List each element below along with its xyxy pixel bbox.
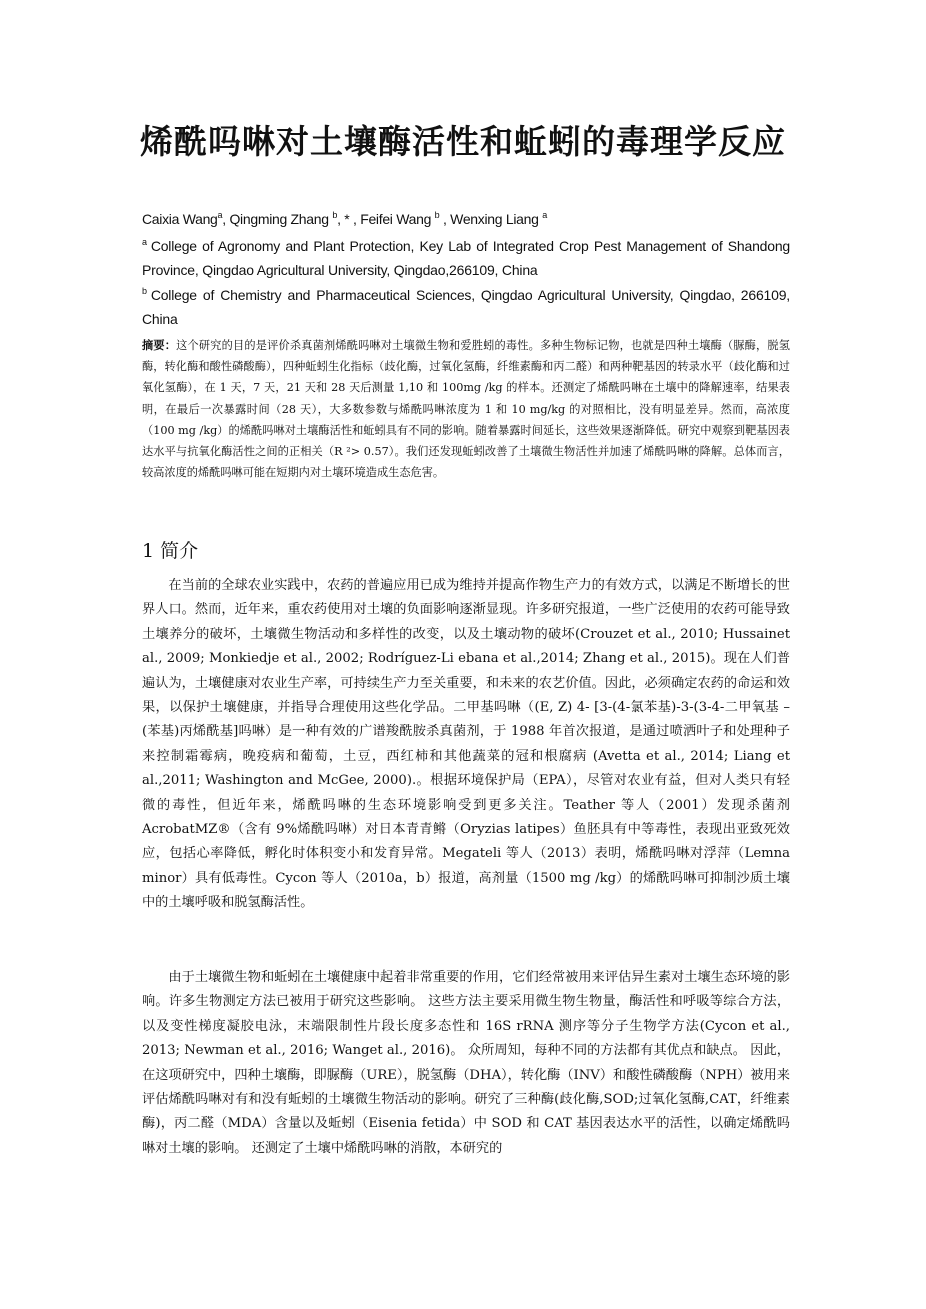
author-separator: , * , (337, 211, 361, 227)
abstract (142, 335, 790, 483)
affiliation-text: College of Chemistry and Pharmaceutical Sciences, Qingdao Agricultural University, Qingdao, 266109, China (142, 287, 790, 327)
author-affil-mark: b (332, 210, 338, 220)
affiliation-a (142, 234, 790, 282)
author-separator: , (439, 211, 451, 227)
author-affil-mark: a (542, 210, 547, 220)
affiliation-b (142, 283, 790, 331)
author-list (142, 209, 792, 229)
abstract-text: 这个研究的目的是评价杀真菌剂烯酰吗啉对土壤微生物和爱胜蚓的毒性。多种生物标记物，也就是四种土壤酶（脲酶，脱氢酶，转化酶和酸性磷酸酶），四种蚯蚓生化指标（歧化酶，过氧化氢酶，纤维素酶和丙二醛）和两种靶基因的转录水平（歧化酶和过氧化氢酶），在 1 天，7 天，21 天和 28 天后测量 1,10 和 100mg /kg 的样本。还测定了烯酰吗啉在土壤中的降解速率，结果表明，在最后一次暴露时间（28 天），大多数参数与烯酰吗啉浓度为 1 和 10 mg/kg 的对照相比，没有明显差异。然而，高浓度（100 mg /kg）的烯酰吗啉对土壤酶活性和蚯蚓具有不同的影响。随着暴露时间延长，这些效果逐渐降低。研究中观察到靶基因表达水平与抗氧化酶活性之间的正相关（R ²> 0.57）。我们还发现蚯蚓改善了土壤微生物活性并加速了烯酰吗啉的降解。总体而言，较高浓度的烯酰吗啉可能在短期内对土壤环境造成生态危害。 (142, 339, 790, 480)
author-name: Wenxing Liang (450, 211, 543, 227)
affiliation-mark: b (142, 286, 147, 296)
affiliation-text: College of Agronomy and Plant Protection, Key Lab of Integrated Crop Pest Management of Shandong Province, Qingdao Agricultural University, Qingdao,266109, China (142, 238, 790, 278)
intro-paragraph-1 (142, 574, 790, 916)
intro-paragraph-2 (142, 966, 790, 1161)
author-affil-mark: b (434, 210, 440, 220)
author-name: Feifei Wang (360, 211, 435, 227)
section-heading-introduction: 1 简介 (142, 540, 199, 562)
author-name: Qingming Zhang (229, 211, 333, 227)
author-affil-mark: a (217, 210, 223, 220)
paragraph-text: 由于土壤微生物和蚯蚓在土壤健康中起着非常重要的作用，它们经常被用来评估异生素对土壤生态环境的影响。许多生物测定方法已被用于研究这些影响。 这些方法主要采用微生物生物量，酶活性和呼吸等综合方法，以及变性梯度凝胶电泳，末端限制性片段长度多态性和 16S rRNA 测序等分子生物学方法(Cycon et al., 2013; Newman et al., 2016; Wanget al., 2016)。 众所周知，每种不同的方法都有其优点和缺点。 因此，在这项研究中，四种土壤酶，即脲酶（URE），脱氢酶（DHA），转化酶（INV）和酸性磷酸酶（NPH）被用来评估烯酰吗啉对有和没有蚯蚓的土壤微生物活动的影响。研究了三种酶(歧化酶,SOD;过氧化氢酶,CAT，纤维素酶)，丙二醛（MDA）含量以及蚯蚓（Eisenia fetida）中 SOD 和 CAT 基因表达水平的活性，以确定烯酰吗啉对土壤的影响。 还测定了土壤中烯酰吗啉的消散，本研究的 (142, 970, 790, 1156)
abstract-label: 摘要： (142, 339, 177, 352)
paper-title: 烯酰吗啉对土壤酶活性和蚯蚓的毒理学反应 (140, 122, 786, 161)
author-separator: , (222, 211, 230, 227)
affiliation-mark: a (142, 237, 147, 247)
author-name: Caixia Wang (142, 211, 218, 227)
paragraph-text: 在当前的全球农业实践中，农药的普遍应用已成为维持并提高作物生产力的有效方式，以满足不断增长的世界人口。然而，近年来，重农药使用对土壤的负面影响逐渐显现。许多研究报道，一些广泛使用的农药可能导致土壤养分的破坏，土壤微生物活动和多样性的改变，以及土壤动物的破坏(Crouzet et al., 2010; Hussainet al., 2009; Monkiedje et al., 2002; Rodríguez-Li ebana et al.,2014; Zhang et al., 2015)。现在人们普遍认为，土壤健康对农业生产率，可持续生产力至关重要，和未来的农艺价值。因此，必须确定农药的命运和效果，以保护土壤健康，并指导合理使用这些化学品。二甲基吗啉（(E, Z) 4- [3-(4-氯苯基)-3-(3-4-二甲氧基 – (苯基)丙烯酰基]吗啉）是一种有效的广谱羧酰胺杀真菌剂，于 1988 年首次报道，是通过喷洒叶子和处理种子来控制霜霉病，晚疫病和葡萄，土豆，西红柿和其他蔬菜的冠和根腐病 (Avetta et al., 2014; Liang et al.,2011; Washington and McGee, 2000).。根据环境保护局（EPA），尽管对农业有益，但对人类只有轻微的毒性，但近年来，烯酰吗啉的生态环境影响受到更多关注。Teather 等人（2001）发现杀菌剂AcrobatMZ®（含有 9%烯酰吗啉）对日本青青鳉（Oryzias latipes）鱼胚具有中等毒性，表现出亚致死效应，包括心率降低，孵化时体积变小和发育异常。Megateli 等人（2013）表明，烯酰吗啉对浮萍（Lemna minor）具有低毒性。Cycon 等人（2010a，b）报道，高剂量（1500 mg /kg）的烯酰吗啉可抑制沙质土壤中的土壤呼吸和脱氢酶活性。 (142, 578, 790, 911)
